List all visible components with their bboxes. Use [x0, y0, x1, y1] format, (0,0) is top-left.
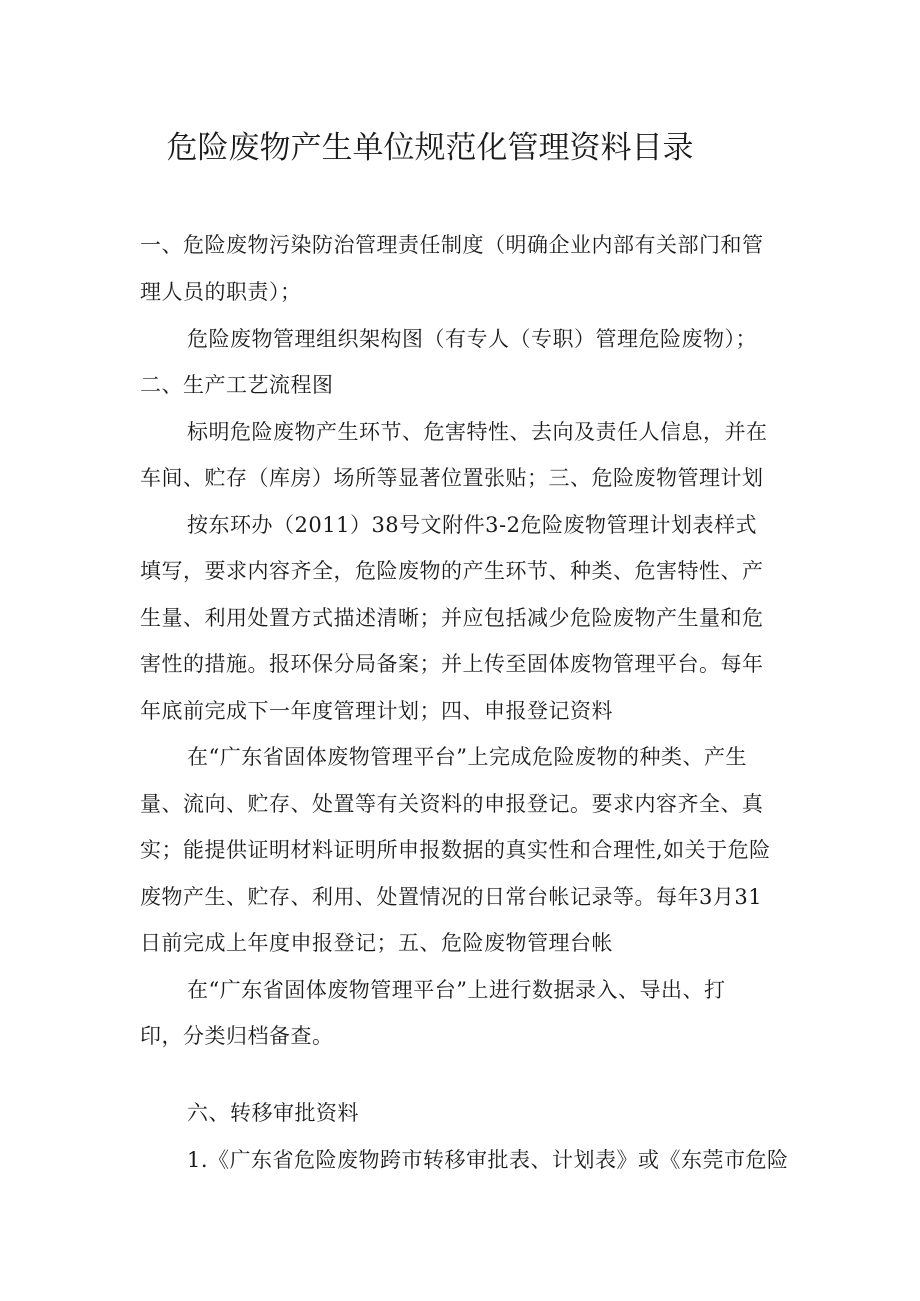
- text-line-12: 在“广东省固体废物管理平台”上完成危险废物的种类、产生: [187, 745, 747, 769]
- text-line-2: 理人员的职责）；: [140, 280, 302, 304]
- text-line-20: 1.《广东省危险废物跨市转移审批表、计划表》或《东莞市危险: [187, 1148, 789, 1172]
- text-line-4: 二、生产工艺流程图: [140, 373, 334, 397]
- text-line-1: 一、危险废物污染防治管理责任制度（明确企业内部有关部门和管: [140, 233, 764, 257]
- text-line-10: 害性的措施。报环保分局备案；并上传至固体废物管理平台。每年: [140, 652, 764, 676]
- text-line-8: 填写，要求内容齐全，危险废物的产生环节、种类、危害特性、产: [140, 559, 764, 583]
- text-line-14: 实；能提供证明材料证明所申报数据的真实性和合理性,如关于危险: [140, 838, 771, 862]
- text-line-3: 危险废物管理组织架构图（有专人（专职）管理危险废物）；: [187, 327, 757, 351]
- text-line-18: 印，分类归档备查。: [140, 1024, 334, 1048]
- text-line-17: 在“广东省固体废物管理平台”上进行数据录入、导出、打: [187, 978, 726, 1002]
- text-line-15: 废物产生、贮存、利用、处置情况的日常台帐记录等。每年3月31: [140, 885, 763, 909]
- text-line-16: 日前完成上年度申报登记；五、危险废物管理台帐: [140, 931, 613, 955]
- text-line-19: 六、转移审批资料: [187, 1101, 359, 1125]
- text-line-7: 按东环办（2011）38号文附件3-2危险废物管理计划表样式: [187, 513, 757, 537]
- text-line-13: 量、流向、贮存、处置等有关资料的申报登记。要求内容齐全、真: [140, 792, 764, 816]
- text-line-11: 年底前完成下一年度管理计划；四、申报登记资料: [140, 699, 613, 723]
- text-line-6: 车间、贮存（库房）场所等显著位置张贴；三、危险废物管理计划: [140, 466, 764, 490]
- page-title: 危险废物产生单位规范化管理资料目录: [166, 130, 694, 166]
- text-line-5: 标明危险废物产生环节、危害特性、去向及责任人信息，并在: [187, 420, 768, 444]
- text-line-9: 生量、利用处置方式描述清晰；并应包括减少危险废物产生量和危: [140, 606, 764, 630]
